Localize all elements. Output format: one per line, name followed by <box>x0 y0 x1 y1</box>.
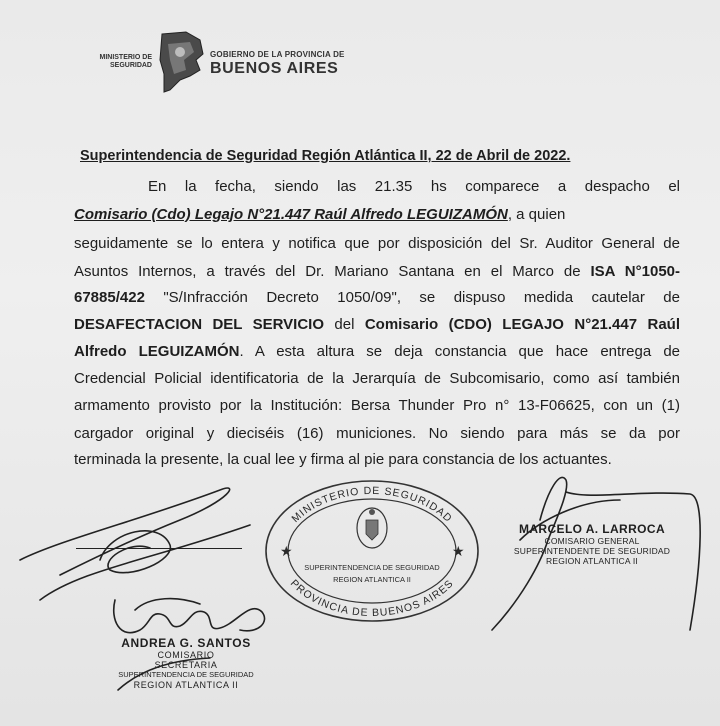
government-label: GOBIERNO DE LA PROVINCIA DE <box>210 50 345 59</box>
svg-text:MINISTERIO DE SEGURIDAD <box>289 485 454 525</box>
case-number-part-2: 67885/422 <box>74 289 145 306</box>
case-number-part-1: ISA N°1050- <box>590 263 681 280</box>
province-label: BUENOS AIRES <box>210 60 339 77</box>
signature-block-right <box>512 522 672 566</box>
province-map-logo-icon <box>156 30 206 94</box>
signer-left-title-2: SECRETARIA <box>154 660 218 670</box>
stamp-inner-line-2: REGION ATLANTICA II <box>333 575 411 584</box>
stamp-inner-line-1: SUPERINTENDENCIA DE SEGURIDAD <box>304 563 440 572</box>
signer-left-title-4: REGION ATLANTICA II <box>133 680 239 690</box>
coat-of-arms-icon <box>357 508 387 548</box>
body-line-4 <box>74 263 680 280</box>
body-line-8: Credencial Policial identificatoria de la Jerarquía de Subcomisario, como así también <box>74 370 680 387</box>
government-header <box>210 50 345 78</box>
signer-left-title-1: COMISARIO <box>157 650 215 660</box>
body-line-3: seguidamente se lo entera y notifica que por disposición del Sr. Auditor General de <box>74 235 680 252</box>
ministry-label: MINISTERIO DE SEGURIDAD <box>99 54 152 69</box>
body-line-10: cargador original y dieciséis (16) municiones. No siendo para más se da por <box>74 425 680 442</box>
stamp-star-left-icon: ★ <box>280 543 293 559</box>
signature-scribble-left-top <box>20 488 250 600</box>
body-line-6 <box>74 316 680 333</box>
officer-name: Alfredo LEGUIZAMÓN <box>74 343 240 360</box>
body-line-2 <box>74 206 680 223</box>
signer-right-name: MARCELO A. LARROCA <box>518 522 666 536</box>
official-stamp <box>262 478 482 624</box>
signature-line-left <box>76 548 242 549</box>
stamp-star-right-icon: ★ <box>452 543 465 559</box>
officer-reference: Comisario (Cdo) Legajo N°21.447 Raúl Alfredo LEGUIZAMÓN <box>74 206 508 223</box>
signer-right-title-2: SUPERINTENDENTE DE SEGURIDAD <box>513 546 671 556</box>
body-line-4-text: Asuntos Internos, a través del Dr. Mariano Santana en el Marco de <box>74 263 591 280</box>
body-line-2-rest: , a quien <box>507 206 566 223</box>
stamp-outer-top: MINISTERIO DE SEGURIDAD <box>289 484 455 526</box>
body-line-1: En la fecha, siendo las 21.35 hs comparece a despacho el <box>148 178 680 195</box>
body-line-7 <box>74 343 680 360</box>
signer-left-title-3: SUPERINTENDENCIA DE SEGURIDAD <box>118 670 254 679</box>
signer-right-title-3: REGION ATLANTICA II <box>546 556 638 566</box>
body-line-11: terminada la presente, la cual lee y firma al pie para constancia de los actuantes. <box>74 451 612 468</box>
body-line-6-text: del <box>324 316 365 333</box>
signer-right-title-1: COMISARIO GENERAL <box>544 536 640 546</box>
document-heading: Superintendencia de Seguridad Región Atlántica II, 22 de Abril de 2022. <box>80 148 571 164</box>
body-line-7-text: . A esta altura se deja constancia que hace entrega de <box>239 343 681 360</box>
body-line-9: armamento provisto por la Institución: Bersa Thunder Pro n° 13-F06625, con un (1) <box>74 397 680 414</box>
stamp-outer-bottom: PROVINCIA DE BUENOS AIRES <box>287 577 457 620</box>
measure-label: DESAFECTACION DEL SERVICIO <box>74 316 324 333</box>
signer-left-name: ANDREA G. SANTOS <box>121 636 251 650</box>
officer-reference-2: Comisario (CDO) LEGAJO N°21.447 Raúl <box>364 316 680 333</box>
signature-block-left <box>110 636 262 690</box>
body-line-5 <box>74 289 680 306</box>
body-line-5-text: "S/Infracción Decreto 1050/09", se dispuso medida cautelar de <box>144 289 680 306</box>
